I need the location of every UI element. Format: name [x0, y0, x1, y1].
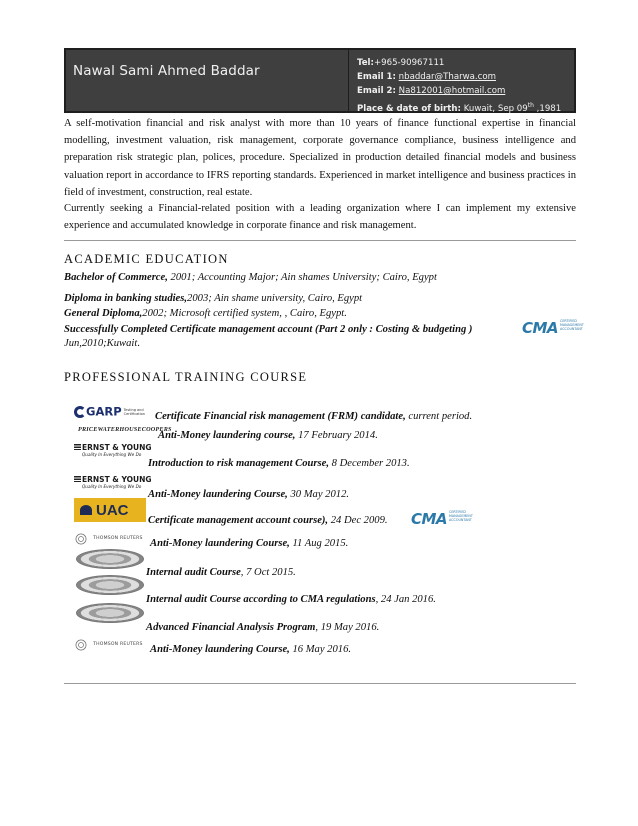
training-item: Internal audit Course, 7 Oct 2015.: [146, 567, 296, 578]
email2-link[interactable]: Na812001@hotmail.com: [398, 86, 506, 97]
tel-value: +965-90967111: [373, 58, 445, 68]
education-heading: ACADEMIC EDUCATION: [64, 252, 229, 266]
uac-logo: [74, 498, 146, 522]
header-divider: [348, 50, 349, 111]
thomson-reuters-logo: [74, 634, 152, 650]
birth-label: Place & date of birth:: [357, 103, 461, 114]
objective-paragraph: Currently seeking a Financial-related position with a leading organization where I can implement my extensive experience and accumulated knowledge in corporate finance and risk management.: [64, 203, 576, 232]
training-heading: PROFESSIONAL TRAINING COURSE: [64, 370, 308, 384]
education-item: Bachelor of Commerce, 2001; Accounting Major; Ain shames University; Cairo, Egypt: [64, 272, 437, 283]
training-item: Internal audit Course according to CMA regulations, 24 Jan 2016.: [146, 594, 436, 605]
thomson-reuters-globe-icon: [74, 532, 88, 546]
email2-line: [357, 84, 561, 98]
bottom-divider: [64, 683, 576, 684]
training-item: Anti-Money laundering Course, 16 May 2016.: [150, 644, 352, 655]
ey-logo-text: ERNST & YOUNG: [74, 444, 152, 452]
birth-suffix: th: [527, 101, 534, 109]
section-divider: [64, 240, 576, 241]
pwc-logo: PRICEWATERHOUSECOOPERS: [78, 426, 172, 433]
garp-mark-icon: [74, 406, 86, 418]
cma-logo: [411, 509, 481, 529]
tel-line: [357, 56, 561, 70]
email2-label: Email 2:: [357, 86, 396, 97]
training-item: Anti-Money laundering Course, 11 Aug 2015.: [150, 538, 349, 549]
tel-label: Tel:: [357, 58, 374, 68]
training-item: Introduction to risk management Course, 8 December 2013.: [148, 458, 410, 469]
cert-date: [64, 337, 140, 350]
training-item: Advanced Financial Analysis Program, 19 May 2016.: [146, 622, 380, 633]
cert-date-end: .: [137, 338, 140, 349]
thomson-reuters-logo-text: THOMSON REUTERS: [93, 536, 143, 541]
garp-logo-text: GARP: [86, 404, 122, 419]
contact-block: [357, 56, 561, 116]
email1-line: [357, 70, 561, 84]
cma-logo-text: CMA: [411, 510, 448, 528]
cma-logo: [522, 318, 592, 340]
ey-logo: [74, 444, 152, 462]
training-item: Certificate management account course), 24 Dec 2009.: [148, 515, 388, 526]
ey-bars-icon: [74, 476, 81, 483]
education-item: General Diploma,2002; Microsoft certified system, , Cairo, Egypt.: [64, 308, 347, 319]
thomson-reuters-logo: [74, 528, 152, 544]
cert-date-text: Jun,2010;Kuwait: [64, 338, 138, 349]
ey-logo-tagline: Quality In Everything We Do: [82, 484, 142, 489]
ey-logo-text: ERNST & YOUNG: [74, 476, 152, 484]
garp-logo-caption: Testing and Certification: [123, 407, 145, 416]
ey-logo: [74, 476, 152, 494]
email1-link[interactable]: nbaddar@Tharwa.com: [398, 72, 497, 83]
seal-logo: [76, 575, 144, 595]
training-item: Anti-Money laundering course, 17 February 2014.: [158, 430, 378, 441]
summary-paragraph: A self-motivation financial and risk analyst with more than 10 years of finance functional expertise in financial modelling, investment valuation, risk management, corporate governance compliance, business intelligence and preparation risk strategic plan, polices, procedure. Specialized in production detailed financial models and business valuation report in accordance to IFRS reporting standards. Experienced in market intelligence and business practices in field of investment, construction, real estate.: [64, 118, 576, 198]
uac-mark-icon: [80, 505, 92, 515]
birth-year: ,1981: [533, 103, 562, 114]
seal-logo: [76, 549, 144, 569]
cma-logo-caption: CERTIFIED MANAGEMENT ACCOUNTANT: [449, 510, 473, 522]
training-item: Anti-Money laundering Course, 30 May 2012.: [148, 489, 350, 500]
birth-value: Kuwait, Sep 09: [463, 103, 528, 114]
ey-logo-tagline: Quality In Everything We Do: [82, 452, 142, 457]
uac-logo-text: UAC: [96, 502, 129, 519]
education-item: Diploma in banking studies,2003; Ain shame university, Cairo, Egypt: [64, 293, 363, 304]
cma-logo-text: CMA: [522, 319, 559, 337]
seal-logo: [76, 603, 144, 623]
candidate-name: Nawal Sami Ahmed Baddar: [73, 63, 260, 79]
thomson-reuters-logo-text: THOMSON REUTERS: [93, 642, 143, 647]
cma-logo-caption: CERTIFIED MANAGEMENT ACCOUNTANT: [560, 319, 584, 331]
garp-logo: [74, 401, 154, 421]
education-item: Successfully Completed Certificate management account (Part 2 only : Costing & budgeting ): [64, 324, 473, 335]
birth-line: [357, 99, 561, 116]
thomson-reuters-globe-icon: [74, 638, 88, 652]
training-item: Certificate Financial risk management (FRM) candidate, current period.: [155, 411, 473, 422]
ey-bars-icon: [74, 444, 81, 451]
header-box: [64, 48, 576, 113]
email1-label: Email 1:: [357, 72, 396, 83]
